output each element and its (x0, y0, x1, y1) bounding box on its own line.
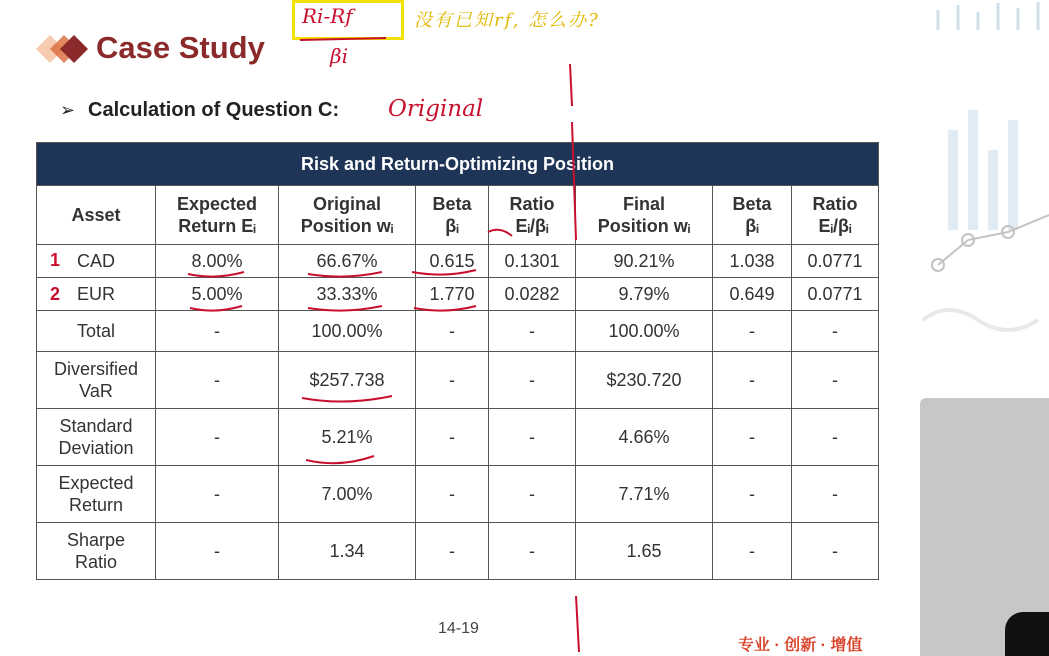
table-cell: EUR (37, 278, 156, 311)
handwritten-row-mark-2: 2 (50, 284, 61, 304)
table-cell: 0.0282 (489, 278, 576, 311)
table-cell: - (416, 409, 489, 466)
col-header-ratio: Ratio Eᵢ/βᵢ (489, 186, 576, 245)
video-presenter-shadow (1005, 612, 1049, 656)
table-cell: - (156, 466, 279, 523)
col-header-final-ratio: Ratio Eᵢ/βᵢ (792, 186, 879, 245)
table-cell: - (489, 352, 576, 409)
table-caption: Risk and Return-Optimizing Position (37, 143, 879, 186)
table-cell: Total (37, 311, 156, 352)
table-cell: - (489, 409, 576, 466)
handwritten-original: Original (388, 96, 484, 122)
table-cell: 5.21% (279, 409, 416, 466)
col-header-asset: Asset (37, 186, 156, 245)
table-cell: CAD (37, 245, 156, 278)
handwritten-formula: Ri-Rf (302, 4, 353, 28)
table-cell: 100.00% (279, 311, 416, 352)
col-header-final-beta: Beta βᵢ (713, 186, 792, 245)
table-cell: - (489, 466, 576, 523)
col-header-expected-return: Expected Return Eᵢ (156, 186, 279, 245)
table-cell: 100.00% (576, 311, 713, 352)
table-cell: 90.21% (576, 245, 713, 278)
table-cell: - (792, 523, 879, 580)
table-cell: 0.0771 (792, 278, 879, 311)
page-number: 14-19 (438, 620, 479, 637)
table-cell: - (792, 352, 879, 409)
col-header-beta: Beta βᵢ (416, 186, 489, 245)
table-cell: - (792, 409, 879, 466)
table-cell: 7.71% (576, 466, 713, 523)
table-cell: 33.33% (279, 278, 416, 311)
table-cell: 0.649 (713, 278, 792, 311)
bullet-arrow-icon: ➢ (60, 100, 76, 120)
table-cell: 4.66% (576, 409, 713, 466)
table-cell: 1.770 (416, 278, 489, 311)
page-title: Case Study (96, 30, 265, 65)
table-cell: - (713, 523, 792, 580)
table-cell: - (713, 352, 792, 409)
table-cell: - (416, 311, 489, 352)
table-cell: - (713, 466, 792, 523)
col-header-original-position: Original Position wᵢ (279, 186, 416, 245)
table-cell: 9.79% (576, 278, 713, 311)
table-cell: 0.0771 (792, 245, 879, 278)
section-subtitle: Calculation of Question C: (88, 99, 340, 121)
table-cell: 0.615 (416, 245, 489, 278)
table-cell: Expected Return (37, 466, 156, 523)
table-cell: - (156, 352, 279, 409)
table-cell: $257.738 (279, 352, 416, 409)
table-cell: 1.34 (279, 523, 416, 580)
table-cell: - (416, 352, 489, 409)
table-cell: Diversified VaR (37, 352, 156, 409)
table-cell: - (156, 409, 279, 466)
table-cell: - (713, 311, 792, 352)
table-cell: $230.720 (576, 352, 713, 409)
table-cell: 1.038 (713, 245, 792, 278)
brand-slogan: 专业 · 创新 · 增值 (738, 637, 863, 654)
handwritten-question: 没有已知rf, 怎么办? (414, 10, 600, 31)
table-cell: - (416, 466, 489, 523)
table-cell: 5.00% (156, 278, 279, 311)
col-header-final-position: Final Position wᵢ (576, 186, 713, 245)
table-cell: 8.00% (156, 245, 279, 278)
table-cell: - (489, 523, 576, 580)
table-cell: - (156, 523, 279, 580)
table-cell: - (792, 311, 879, 352)
table-cell: - (713, 409, 792, 466)
table-cell: - (489, 311, 576, 352)
table-cell: Sharpe Ratio (37, 523, 156, 580)
table-cell: - (792, 466, 879, 523)
handwritten-row-mark-1: 1 (50, 250, 61, 270)
table-cell: 7.00% (279, 466, 416, 523)
table-cell: 0.1301 (489, 245, 576, 278)
table-cell: - (156, 311, 279, 352)
table-cell: 66.67% (279, 245, 416, 278)
table-cell: - (416, 523, 489, 580)
table-cell: 1.65 (576, 523, 713, 580)
table-cell: Standard Deviation (37, 409, 156, 466)
background-chart-icon (918, 0, 1049, 380)
handwritten-beta: βi (330, 44, 348, 68)
